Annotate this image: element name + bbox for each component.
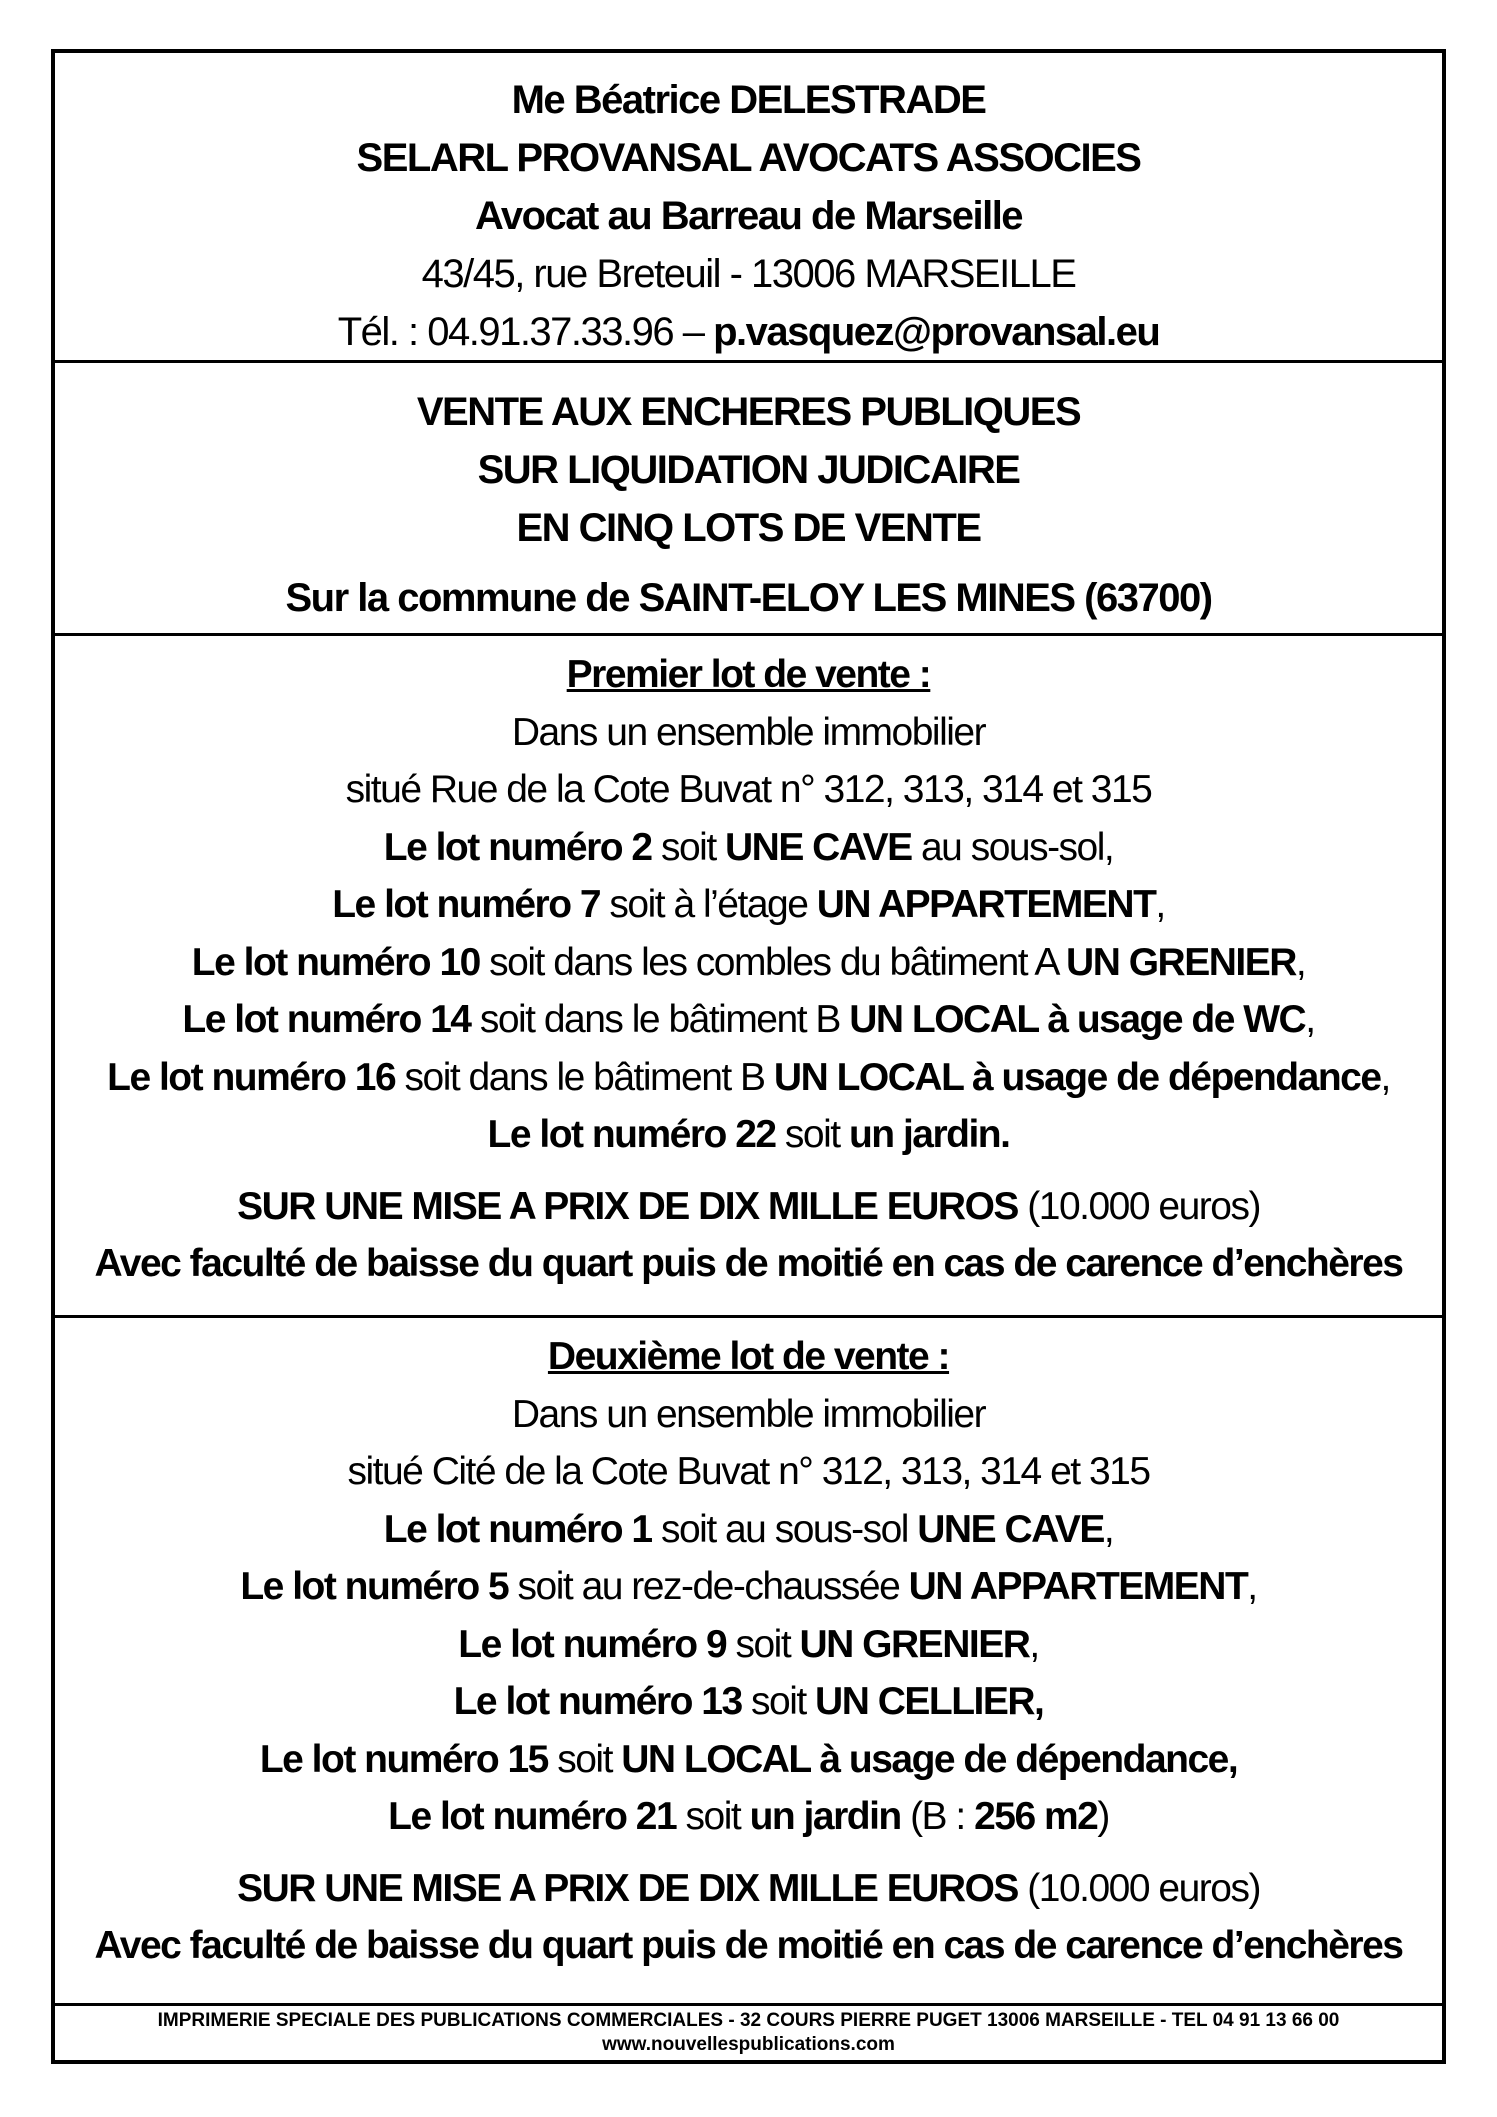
law-firm: SELARL PROVANSAL AVOCATS ASSOCIES <box>356 136 1141 180</box>
lot-item <box>55 1673 1442 1731</box>
lot-item <box>55 1788 1442 1846</box>
lot-text: soit au rez-de-chaussée <box>508 1565 909 1608</box>
price-text: SUR UNE MISE A PRIX DE DIX MILLE EUROS <box>237 1184 1018 1228</box>
price-amount: (10.000 euros) <box>1017 1866 1260 1910</box>
sale-title-line2: SUR LIQUIDATION JUDICAIRE <box>477 448 1020 492</box>
lot-text: , <box>1380 1055 1390 1099</box>
lot-item <box>55 819 1442 877</box>
lot-designation: un jardin <box>749 1795 901 1838</box>
lot-text: , <box>1305 998 1315 1041</box>
printer-info: IMPRIMERIE SPECIALE DES PUBLICATIONS COMMERCIALES - 32 COURS PIERRE PUGET 13006 MARSEILLE - TEL 04 91 13 66 00 <box>157 2010 1340 2031</box>
lot-designation: UN LOCAL à usage de dépendance <box>773 1055 1381 1099</box>
lot-item <box>55 1501 1442 1559</box>
notice-frame <box>51 49 1446 2064</box>
lot-1-section <box>55 636 1442 1318</box>
lot-2-intro: Dans un ensemble immobilier <box>511 1392 986 1436</box>
printer-website[interactable]: www.nouvellespublications.com <box>602 2034 895 2055</box>
lot-text: au sous-sol, <box>911 825 1114 869</box>
email-address: p.vasquez@provansal.eu <box>713 310 1160 354</box>
lot-number: Le lot numéro 2 <box>383 825 652 869</box>
lot-text: soit <box>775 1113 849 1156</box>
lot-text: soit <box>726 1622 800 1666</box>
lot-1-price <box>55 1178 1442 1236</box>
lot-designation: UN APPARTEMENT <box>816 883 1156 926</box>
lot-text: , <box>1029 1622 1039 1666</box>
lot-text: soit <box>741 1680 816 1723</box>
lot-number: Le lot numéro 16 <box>107 1055 396 1099</box>
lot-text: , <box>1295 940 1306 984</box>
lot-2-title <box>55 1328 1442 1386</box>
sale-title-line1: VENTE AUX ENCHERES PUBLIQUES <box>416 390 1081 434</box>
lot-designation: UN GRENIER <box>799 1622 1030 1666</box>
lot-text: , <box>1247 1565 1257 1608</box>
lot-number: Le lot numéro 9 <box>458 1622 727 1666</box>
lawyer-address: 43/45, rue Breteuil - 13006 MARSEILLE <box>421 252 1076 296</box>
lot-text: soit <box>651 825 725 869</box>
sale-commune <box>55 569 1442 627</box>
contact-line <box>55 303 1442 361</box>
commune-name: SAINT-ELOY LES MINES (63700) <box>638 576 1212 620</box>
lot-text: soit au sous-sol <box>651 1507 918 1551</box>
lot-2-condition: Avec faculté de baisse du quart puis de moitié en cas de carence d’enchères <box>94 1924 1403 1967</box>
lot-1-location: situé Rue de la Cote Buvat n° 312, 313, 314 et 315 <box>345 768 1152 811</box>
lot-number: Le lot numéro 13 <box>453 1680 742 1723</box>
lot-text: soit dans le bâtiment B <box>395 1055 774 1099</box>
lot-item <box>55 1731 1442 1789</box>
lot-designation: UN LOCAL à usage de WC <box>849 998 1306 1041</box>
lot-item <box>55 1049 1442 1107</box>
lot-designation: UN LOCAL à usage de dépendance, <box>621 1737 1238 1781</box>
lot-number: Le lot numéro 5 <box>240 1565 509 1608</box>
lot-2-section <box>55 1318 1442 2000</box>
lot-number: Le lot numéro 10 <box>191 940 480 984</box>
lot-number: Le lot numéro 1 <box>383 1507 652 1551</box>
lot-area: 256 m2 <box>974 1795 1098 1838</box>
lot-item <box>55 934 1442 992</box>
price-amount: (10.000 euros) <box>1017 1184 1260 1228</box>
lot-1-intro: Dans un ensemble immobilier <box>511 710 986 754</box>
lot-number: Le lot numéro 21 <box>388 1795 677 1838</box>
lot-item <box>55 1558 1442 1616</box>
lot-number: Le lot numéro 15 <box>259 1737 548 1781</box>
lawyer-role: Avocat au Barreau de Marseille <box>474 194 1023 238</box>
lot-1-title <box>55 646 1442 704</box>
lot-number: Le lot numéro 22 <box>487 1113 776 1156</box>
lawyer-header <box>55 53 1442 363</box>
phone-number: Tél. : 04.91.37.33.96 – <box>337 310 714 354</box>
lot-designation: UNE CAVE <box>725 825 912 869</box>
lot-text: , <box>1103 1507 1114 1551</box>
lot-text: soit à l’étage <box>600 883 817 926</box>
lot-2-location: situé Cité de la Cote Buvat n° 312, 313, 314 et 315 <box>347 1450 1150 1493</box>
lot-2-price <box>55 1860 1442 1918</box>
lot-2-title-text: Deuxième lot de vente : <box>547 1335 950 1378</box>
lot-text: soit <box>547 1737 622 1781</box>
lot-text: , <box>1155 883 1165 926</box>
lot-designation: UN GRENIER <box>1066 940 1296 984</box>
lot-number: Le lot numéro 14 <box>182 998 471 1041</box>
lot-item <box>55 991 1442 1049</box>
sale-info <box>55 363 1442 636</box>
lot-1-title-text: Premier lot de vente : <box>566 653 931 696</box>
lot-number: Le lot numéro 7 <box>332 883 601 926</box>
lawyer-name: Me Béatrice DELESTRADE <box>511 78 986 122</box>
lot-text: soit <box>676 1795 750 1838</box>
lot-designation: UNE CAVE <box>917 1507 1104 1551</box>
lot-item <box>55 1616 1442 1674</box>
lot-item <box>55 1106 1442 1164</box>
lot-text: ) <box>1097 1795 1109 1838</box>
lot-text: (B : <box>900 1795 975 1838</box>
lot-text: soit dans les combles du bâtiment A <box>479 940 1067 984</box>
lot-item <box>55 876 1442 934</box>
commune-prefix: Sur la commune de <box>285 576 639 620</box>
lot-designation: UN CELLIER, <box>815 1680 1044 1723</box>
sale-title-line3: EN CINQ LOTS DE VENTE <box>516 506 981 550</box>
price-text: SUR UNE MISE A PRIX DE DIX MILLE EUROS <box>237 1866 1018 1910</box>
lot-designation: UN APPARTEMENT <box>908 1565 1248 1608</box>
lot-1-condition: Avec faculté de baisse du quart puis de moitié en cas de carence d’enchères <box>94 1242 1403 1285</box>
lot-text: soit dans le bâtiment B <box>470 998 850 1041</box>
lot-designation: un jardin. <box>848 1113 1010 1156</box>
printer-footer <box>55 2003 1442 2063</box>
